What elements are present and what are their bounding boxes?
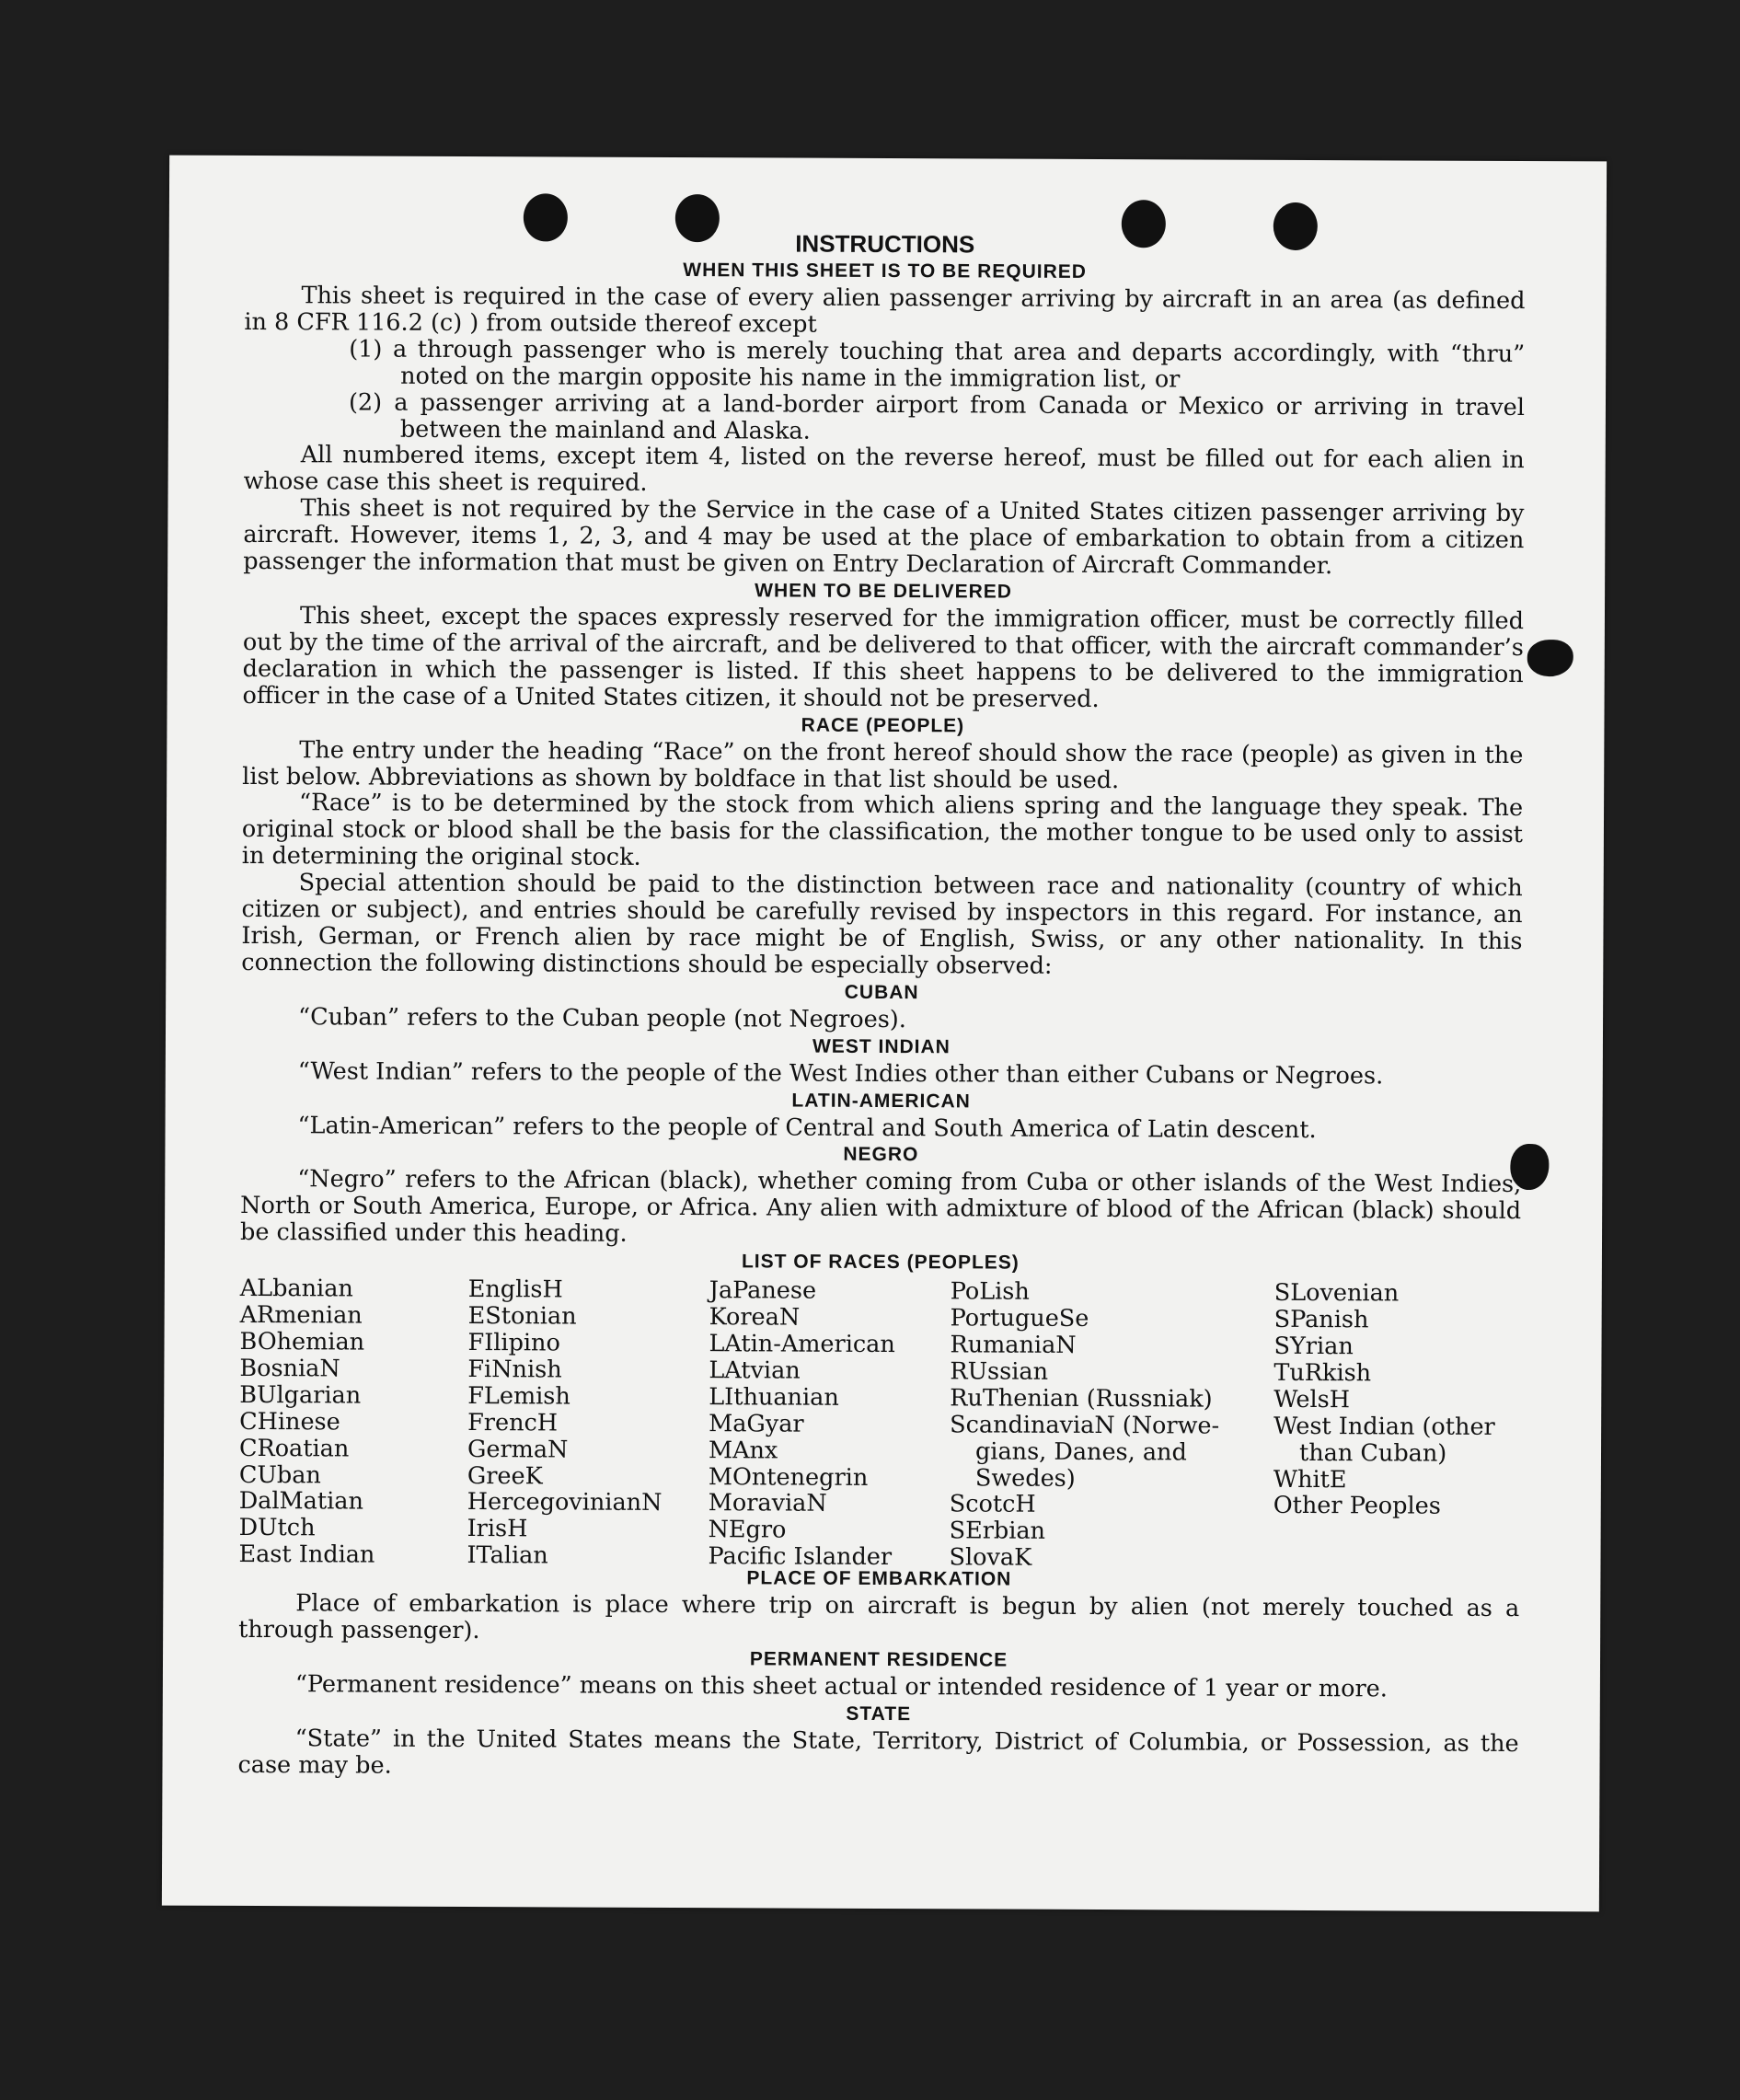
race-item: MoraviaN [708,1489,827,1518]
page-title: INSTRUCTIONS [795,229,975,259]
section-heading: STATE [846,1702,912,1725]
race-item: Pacific Islander [708,1542,893,1572]
race-item: ScandinaviaN (Norwe- [950,1411,1220,1440]
race-item: EStonian [467,1302,577,1331]
race-item: FrencH [467,1408,559,1437]
race-item: PortugueSe [950,1304,1089,1333]
paragraph: “Permanent residence” means on this sheet actual or intended residence of 1 year or more. [294,1670,1388,1703]
list-item: (2) a passenger arriving at a land-border airport from Canada or Mexico or arriving in travel between the mainland and Alaska. [348,388,1526,445]
document-sheet [162,156,1607,1912]
race-item: DalMatian [238,1487,363,1516]
ink-blot [1527,640,1573,676]
section-heading: RACE (PEOPLE) [801,714,965,736]
race-item: LAtin-American [709,1330,895,1359]
race-item: LAtvian [709,1356,801,1385]
race-item: SPanish [1273,1305,1369,1334]
races-list-heading: LIST OF RACES (PEOPLES) [741,1251,1020,1274]
race-item: FiNnish [467,1355,562,1384]
race-item: MaGyar [709,1409,804,1438]
race-item: ITalian [467,1541,548,1570]
paragraph: “Latin-American” refers to the people of Central and South America of Latin descent. [297,1111,1317,1144]
paragraph: All numbered items, except item 4, listed on the reverse hereof, must be filled out for each alien in whose case this sheet is required. [243,441,1525,498]
races-column [467,1276,663,1570]
race-item: JaPanese [709,1276,817,1305]
section-heading: NEGRO [843,1144,919,1166]
race-item: DUtch [238,1514,316,1542]
race-item: TuRkish [1273,1358,1372,1388]
race-item: CHinese [239,1407,340,1437]
paragraph: This sheet is not required by the Service in the case of a United States citizen passenger arriving by aircraft. However, items 1, 2, 3, and 4 may be used at the place of embarkation to obtain from a citizen passenger the information that must be given on Entry Declaration of Aircraft Commander. [243,494,1525,581]
paragraph: The entry under the heading “Race” on the front hereof should show the race (people) as given in the list below. Abbreviations as shown by boldface in that list should be used. [242,735,1524,794]
race-item: KoreaN [709,1303,801,1332]
races-list [238,1275,1520,1572]
race-item: MAnx [708,1436,778,1465]
paragraph: “West Indian” refers to the people of the West Indies other than either Cubans or Negroes. [297,1056,1384,1090]
document-body [237,227,1525,1784]
race-item: West Indian (other [1273,1412,1495,1441]
race-item: FIlipino [467,1329,560,1357]
race-item: RumaniaN [950,1331,1077,1359]
race-item: BOhemian [239,1327,365,1356]
race-item: East Indian [238,1540,375,1569]
races-column [1273,1280,1496,1520]
section-heading: WHEN TO BE DELIVERED [755,580,1013,603]
race-item: LIthuanian [709,1382,839,1412]
race-item: Other Peoples [1273,1492,1441,1521]
races-column [238,1275,375,1569]
race-item: gians, Danes, and [974,1437,1187,1467]
race-item: IrisH [467,1515,528,1543]
race-item: GreeK [467,1461,543,1490]
race-item: ScotcH [949,1490,1036,1519]
race-item: Swedes) [974,1463,1076,1493]
section-heading: WHEN THIS SHEET IS TO BE REQUIRED [683,260,1087,283]
race-item: PoLish [950,1277,1030,1306]
section-heading: PLACE OF EMBARKATION [746,1567,1012,1590]
race-item: FLemish [467,1381,570,1411]
race-item: HercegovinianN [467,1488,663,1517]
list-item: (1) a through passenger who is merely touching that area and departs accordingly, with “thru” noted on the margin opposite his name in the immigration list, or [349,335,1526,394]
race-item: BUlgarian [239,1380,362,1410]
race-item: CUban [238,1460,321,1489]
section-heading: WEST INDIAN [812,1035,951,1057]
section-heading: LATIN-AMERICAN [791,1090,971,1112]
race-item: NEgro [708,1516,787,1544]
paragraph: This sheet is required in the case of every alien passenger arriving by aircraft in an area (as defined in 8 CFR 116.2 (c) ) from outside thereof except [244,282,1526,339]
paragraph: “State” in the United States means the State, Territory, District of Columbia, or Possession, as the case may be. [237,1725,1519,1780]
race-item: ALbanian [239,1275,353,1303]
paragraph: “Cuban” refers to the Cuban people (not Negroes). [298,1002,906,1033]
race-item: SYrian [1273,1332,1354,1361]
races-column [708,1277,895,1571]
race-item: WhitE [1273,1465,1347,1494]
section-heading: PERMANENT RESIDENCE [749,1648,1008,1671]
race-item: GermaN [467,1435,569,1464]
race-item: SLovenian [1273,1279,1400,1308]
race-item: EnglisH [467,1275,563,1304]
paragraph: “Negro” refers to the African (black), whether coming from Cuba or other islands of the West Indies, North or South America, Europe, or Africa. Any alien with admixture of blood of the African (black) should be classified under this heading. [239,1165,1522,1249]
race-item: MOntenegrin [708,1462,869,1492]
paragraph: “Race” is to be determined by the stock from which aliens spring and the language they speak. The original stock or blood shall be the basis for the classification, the mother tongue to be used only to assist in determining the original stock. [241,789,1524,872]
race-item: BosniaN [239,1354,340,1383]
race-item: RuThenian (Russniak) [950,1384,1213,1413]
race-item: than Cuban) [1298,1438,1447,1468]
race-item: SErbian [949,1517,1046,1546]
race-item: CRoatian [238,1434,350,1463]
paragraph: Place of embarkation is place where trip on aircraft is begun by alien (not merely touched as a through passenger). [238,1589,1520,1645]
paragraph: This sheet, except the spaces expressly reserved for the immigration officer, must be correctly filled out by the time of the arrival of the aircraft, and be delivered to that officer, with the aircraft commander’s declaration in which the passenger is listed. If this sheet happens to be delivered to the immigration officer in the case of a United States citizen, it should not be preserved. [242,602,1525,713]
section-heading: CUBAN [844,981,919,1003]
race-item: RUssian [950,1357,1049,1386]
races-column [949,1279,1219,1573]
race-item: WelsH [1273,1385,1351,1414]
race-item: SlovaK [949,1543,1032,1572]
paragraph: Special attention should be paid to the distinction between race and nationality (country of which citizen or subject), and entries should be carefully revised by inspectors in this regard. For instance, an Irish, German, or French alien by race might be of English, Swiss, or any other nationality. In this connection the following distinctions should be especially observed: [241,869,1523,980]
race-item: ARmenian [239,1301,363,1330]
